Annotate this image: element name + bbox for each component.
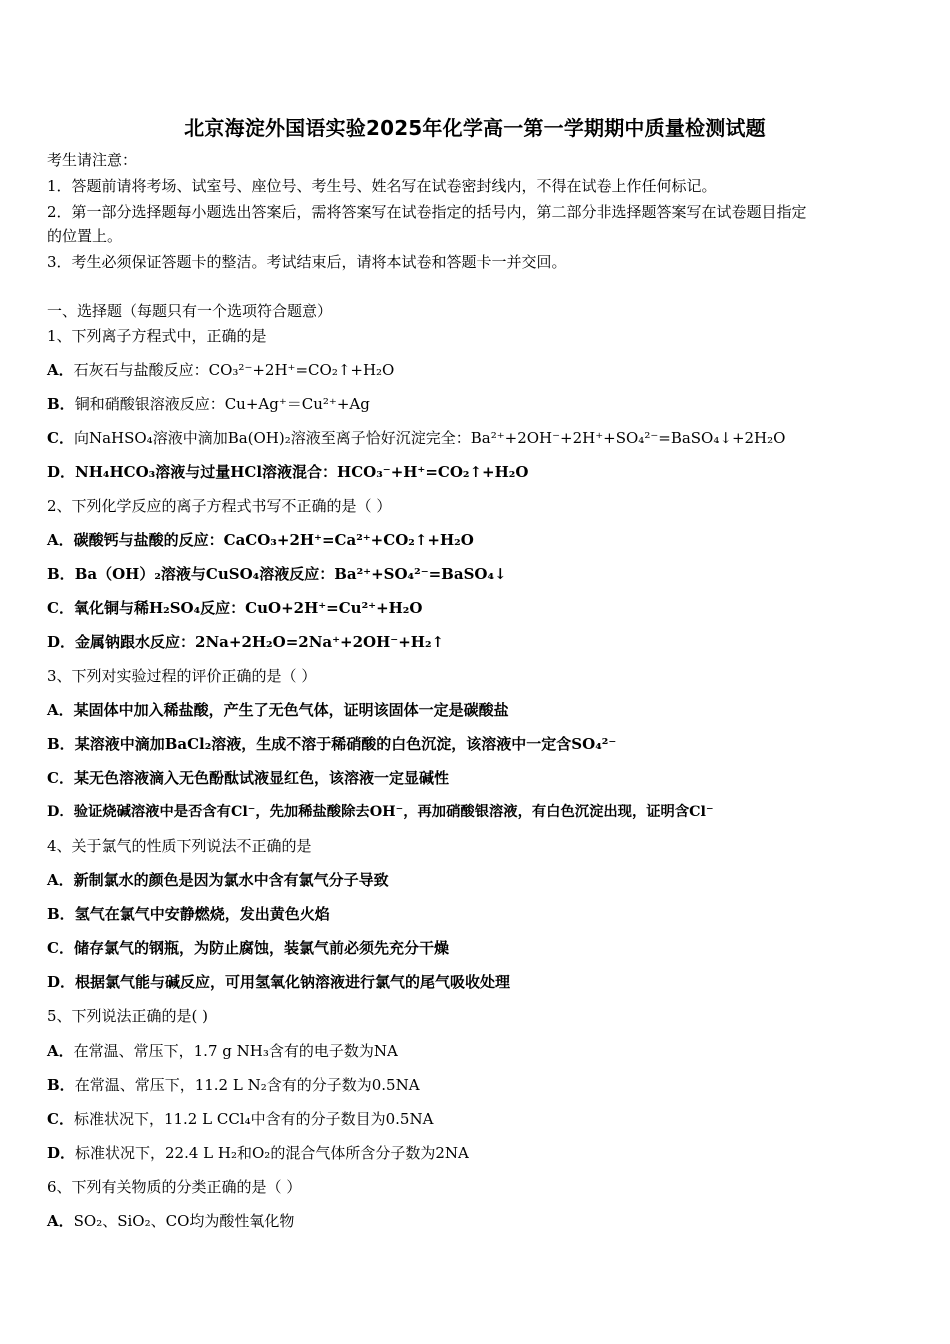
option-text: 金属钠跟水反应：2Na+2H₂O=2Na⁺+2OH⁻+H₂↑ xyxy=(75,633,445,651)
option-line xyxy=(47,870,389,890)
option-line xyxy=(47,632,444,652)
option-text: 某无色溶液滴入无色酚酞试液显红色，该溶液一定显碱性 xyxy=(73,769,449,787)
option-text: 标准状况下，11.2 L CCl₄中含有的分子数目为0.5NA xyxy=(73,1110,434,1128)
option-letter: C． xyxy=(47,599,74,617)
option-line xyxy=(47,394,370,414)
option-letter: B． xyxy=(47,1076,75,1094)
option-line xyxy=(47,462,528,482)
option-letter: A． xyxy=(47,701,74,719)
option-text: 某固体中加入稀盐酸，产生了无色气体，证明该固体一定是碳酸盐 xyxy=(73,701,509,719)
option-letter: A． xyxy=(47,361,74,379)
notice-item-2: 2．第一部分选择题每小题选出答案后，需将答案写在试卷指定的括号内，第二部分非选择题答案写在试卷题目指定 xyxy=(47,203,807,221)
option-letter: A． xyxy=(47,1042,74,1060)
option-text: 在常温、常压下，11.2 L N₂含有的分子数为0.5NA xyxy=(74,1076,420,1094)
option-line xyxy=(47,904,330,924)
option-letter: C． xyxy=(47,939,74,957)
option-line xyxy=(47,1143,469,1163)
option-text: Ba（OH）₂溶液与CuSO₄溶液反应：Ba²⁺+SO₄²⁻=BaSO₄↓ xyxy=(74,565,507,583)
option-line xyxy=(47,1041,398,1061)
option-text: 氢气在氯气中安静燃烧，发出黄色火焰 xyxy=(74,905,330,923)
option-letter: D． xyxy=(47,973,76,991)
option-text: 储存氯气的钢瓶，为防止腐蚀，装氯气前必须先充分干燥 xyxy=(73,939,449,957)
option-line xyxy=(47,428,785,448)
option-letter: B． xyxy=(47,395,75,413)
option-text: 碳酸钙与盐酸的反应：CaCO₃+2H⁺=Ca²⁺+CO₂↑+H₂O xyxy=(73,531,474,549)
question-stem: 4、关于氯气的性质下列说法不正确的是 xyxy=(47,837,312,855)
option-letter: B． xyxy=(47,565,75,583)
option-text: 新制氯水的颜色是因为氯水中含有氯气分子导致 xyxy=(73,871,389,889)
option-line xyxy=(47,1075,420,1095)
option-text: 铜和硝酸银溶液反应：Cu+Ag⁺＝Cu²⁺+Ag xyxy=(74,395,370,413)
question-stem: 6、下列有关物质的分类正确的是（ ） xyxy=(47,1178,302,1196)
question-stem: 3、下列对实验过程的评价正确的是（ ） xyxy=(47,667,317,685)
option-text: NH₄HCO₃溶液与过量HCl溶液混合：HCO₃⁻+H⁺=CO₂↑+H₂O xyxy=(75,463,529,481)
option-line xyxy=(47,734,616,754)
option-text: 标准状况下，22.4 L H₂和O₂的混合气体所含分子数为2NA xyxy=(75,1144,469,1162)
option-letter: D． xyxy=(47,804,74,820)
option-text: 验证烧碱溶液中是否含有Cl⁻，先加稀盐酸除去OH⁻，再加硝酸银溶液，有白色沉淀出现，证明含Cl⁻ xyxy=(73,804,714,820)
section-heading: 一、选择题（每题只有一个选项符合题意） xyxy=(47,302,333,320)
option-letter: B． xyxy=(47,735,75,753)
option-text: 在常温、常压下，1.7 g NH₃含有的电子数为NA xyxy=(73,1042,398,1060)
option-text: SO₂、SiO₂、CO均为酸性氧化物 xyxy=(73,1212,295,1230)
option-line xyxy=(47,564,507,584)
option-line xyxy=(47,598,422,618)
notice-item-2-cont: 的位置上。 xyxy=(47,227,123,245)
option-letter: A． xyxy=(47,1212,74,1230)
notice-item-3: 3．考生必须保证答题卡的整洁。考试结束后，请将本试卷和答题卡一并交回。 xyxy=(47,253,567,271)
notice-heading: 考生请注意： xyxy=(47,151,138,169)
option-line xyxy=(47,938,449,958)
page-title: 北京海淀外国语实验2025年化学高一第一学期期中质量检测试题 xyxy=(184,116,766,140)
option-letter: A． xyxy=(47,871,74,889)
option-line xyxy=(47,360,394,380)
option-letter: A． xyxy=(47,531,74,549)
option-text: 氧化铜与稀H₂SO₄反应：CuO+2H⁺=Cu²⁺+H₂O xyxy=(73,599,423,617)
option-text: 石灰石与盐酸反应：CO₃²⁻+2H⁺=CO₂↑+H₂O xyxy=(73,361,395,379)
question-stem: 2、下列化学反应的离子方程式书写不正确的是（ ） xyxy=(47,497,392,515)
option-letter: C． xyxy=(47,429,74,447)
option-line xyxy=(47,972,510,992)
option-letter: C． xyxy=(47,1110,74,1128)
option-line xyxy=(47,1109,433,1129)
option-line xyxy=(47,530,474,550)
option-letter: D． xyxy=(47,633,76,651)
question-stem: 1、下列离子方程式中，正确的是 xyxy=(47,327,267,345)
option-letter: D． xyxy=(47,463,76,481)
option-line xyxy=(47,802,714,822)
notice-item-1: 1．答题前请将考场、试室号、座位号、考生号、姓名写在试卷密封线内，不得在试卷上作任何标记。 xyxy=(47,177,717,195)
option-letter: D． xyxy=(47,1144,76,1162)
option-text: 某溶液中滴加BaCl₂溶液，生成不溶于稀硝酸的白色沉淀，该溶液中一定含SO₄²⁻ xyxy=(74,735,617,753)
option-letter: B． xyxy=(47,905,75,923)
option-text: 向NaHSO₄溶液中滴加Ba(OH)₂溶液至离子恰好沉淀完全：Ba²⁺+2OH⁻+2H⁺+SO₄²⁻=BaSO₄↓+2H₂O xyxy=(73,429,786,447)
option-text: 根据氯气能与碱反应，可用氢氧化钠溶液进行氯气的尾气吸收处理 xyxy=(75,973,511,991)
option-line xyxy=(47,768,449,788)
option-letter: C． xyxy=(47,769,74,787)
question-stem: 5、下列说法正确的是( ) xyxy=(47,1007,209,1025)
option-line xyxy=(47,1211,294,1231)
option-line xyxy=(47,700,509,720)
